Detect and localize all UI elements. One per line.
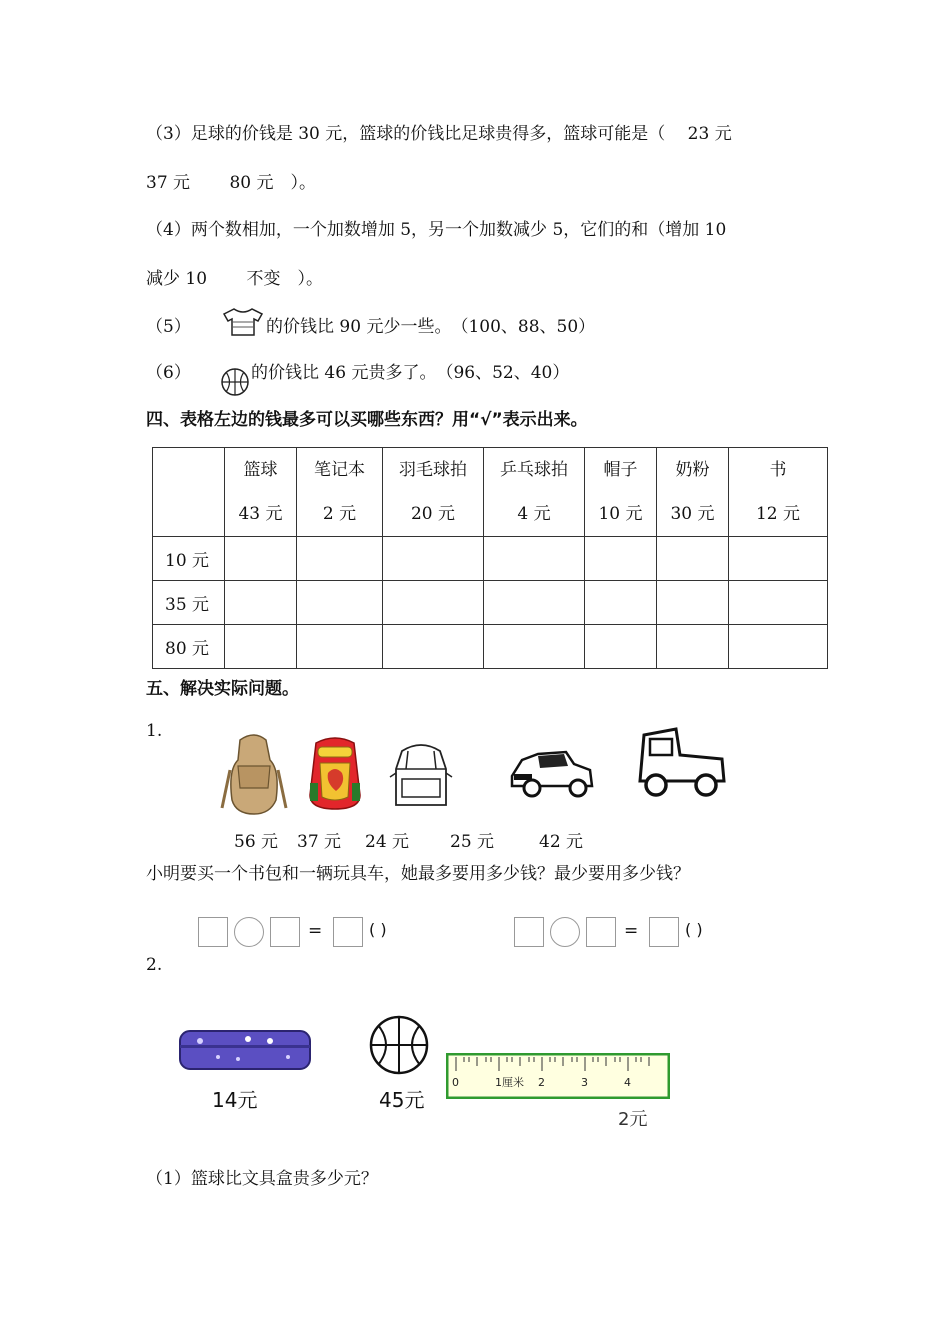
answer-cell[interactable] — [657, 537, 729, 581]
table-row — [153, 581, 828, 625]
equals-sign: = — [624, 921, 639, 941]
ruler-mark: 4 — [624, 1076, 631, 1089]
q5-text: 的价钱比 90 元少一些。 （100、88、50） — [266, 317, 596, 337]
answer-box[interactable] — [649, 917, 679, 947]
answer-cell[interactable] — [225, 537, 297, 581]
table-header-cell: 羽毛球拍 20 元 — [383, 448, 484, 537]
ruler-price: 2元 — [618, 1109, 648, 1130]
answer-cell[interactable] — [729, 625, 828, 669]
tshirt-icon — [220, 306, 266, 338]
price-label: 37 元 — [297, 832, 342, 852]
answer-cell[interactable] — [585, 581, 657, 625]
pencil-box-icon — [178, 1027, 312, 1073]
table-header-cell: 帽子 10 元 — [585, 448, 657, 537]
toy-truck-icon — [636, 725, 728, 801]
table-corner-cell — [153, 448, 225, 537]
section4-title: 四、表格左边的钱最多可以买哪些东西？用“√”表示出来。 — [146, 410, 588, 430]
price-table — [152, 447, 828, 669]
q5-number: （5） — [146, 317, 191, 337]
table-header-cell: 书 12 元 — [729, 448, 828, 537]
q4-line2: 减少 10 不变 ）。 — [146, 269, 323, 289]
answer-cell[interactable] — [297, 625, 383, 669]
problem2-question1: （1）篮球比文具盒贵多少元？ — [146, 1169, 378, 1189]
table-header-row — [153, 448, 828, 537]
price-label: 24 元 — [365, 832, 410, 852]
answer-cell[interactable] — [484, 625, 585, 669]
basketball-icon — [219, 366, 251, 398]
q4-line1: （4）两个数相加，一个加数增加 5，另一个加数减少 5，它们的和（增加 10 — [146, 220, 727, 240]
pencil-box-price: 14元 — [212, 1088, 258, 1112]
table-header-cell: 乒乓球拍 4 元 — [484, 448, 585, 537]
ruler-mark: 1厘米 — [495, 1076, 524, 1089]
unit-paren[interactable]: ( ) — [369, 920, 387, 939]
answer-cell[interactable] — [729, 581, 828, 625]
ruler-icon — [446, 1053, 670, 1099]
answer-cell[interactable] — [225, 625, 297, 669]
ruler-mark: 0 — [452, 1076, 459, 1089]
table-row — [153, 537, 828, 581]
q3-line2: 37 元 80 元 ）。 — [146, 173, 316, 193]
table-row — [153, 625, 828, 669]
answer-cell[interactable] — [585, 625, 657, 669]
answer-box[interactable] — [270, 917, 300, 947]
price-label: 42 元 — [539, 832, 584, 852]
answer-cell[interactable] — [297, 537, 383, 581]
answer-cell[interactable] — [484, 581, 585, 625]
table-header-cell: 奶粉 30 元 — [657, 448, 729, 537]
price-label: 56 元 — [234, 832, 279, 852]
problem2-number: 2. — [146, 955, 163, 975]
answer-cell[interactable] — [585, 537, 657, 581]
answer-cell[interactable] — [383, 537, 484, 581]
answer-cell[interactable] — [657, 625, 729, 669]
answer-box[interactable] — [514, 917, 544, 947]
answer-cell[interactable] — [729, 537, 828, 581]
backpack-outline-icon — [388, 739, 454, 811]
answer-box[interactable] — [333, 917, 363, 947]
problem1-number: 1. — [146, 721, 163, 741]
answer-cell[interactable] — [657, 581, 729, 625]
answer-cell[interactable] — [297, 581, 383, 625]
backpack-brown-icon — [220, 730, 288, 816]
ruler-mark: 3 — [581, 1076, 588, 1089]
basketball-icon — [368, 1014, 430, 1076]
q6-number: （6） — [146, 363, 191, 383]
equals-sign: = — [308, 921, 323, 941]
section5-title: 五、解决实际问题。 — [146, 679, 299, 699]
table-header-cell: 篮球 43 元 — [225, 448, 297, 537]
table-header-cell: 笔记本 2 元 — [297, 448, 383, 537]
row-money-label: 10 元 — [153, 537, 225, 581]
answer-cell[interactable] — [383, 581, 484, 625]
price-label: 25 元 — [450, 832, 495, 852]
basketball-price: 45元 — [379, 1088, 425, 1112]
operator-circle[interactable] — [550, 917, 580, 947]
row-money-label: 80 元 — [153, 625, 225, 669]
answer-cell[interactable] — [484, 537, 585, 581]
q3-line1: （3）足球的价钱是 30 元，篮球的价钱比足球贵得多，篮球可能是（ 23 元 — [146, 124, 732, 144]
backpack-red-icon — [306, 733, 364, 811]
q6-text: 的价钱比 46 元贵多了。 （96、52、40） — [251, 363, 570, 383]
toy-car-icon — [508, 742, 596, 802]
answer-cell[interactable] — [225, 581, 297, 625]
operator-circle[interactable] — [234, 917, 264, 947]
unit-paren[interactable]: ( ) — [685, 920, 703, 939]
row-money-label: 35 元 — [153, 581, 225, 625]
answer-cell[interactable] — [383, 625, 484, 669]
answer-box[interactable] — [586, 917, 616, 947]
problem1-question: 小明要买一个书包和一辆玩具车，她最多要用多少钱？最少要用多少钱？ — [146, 864, 690, 884]
answer-box[interactable] — [198, 917, 228, 947]
ruler-mark: 2 — [538, 1076, 545, 1089]
